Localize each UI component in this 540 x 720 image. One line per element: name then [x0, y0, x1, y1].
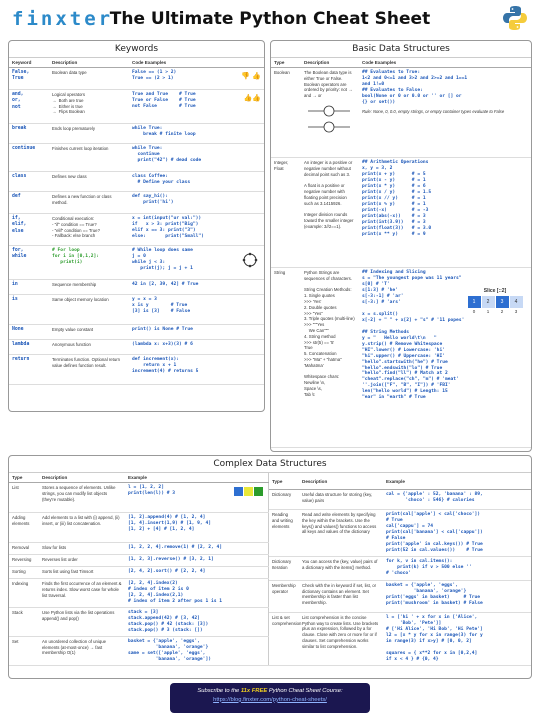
table-row [9, 555, 269, 567]
slice-cell: 4 [510, 296, 523, 308]
list-item-block [254, 487, 263, 496]
banner-link[interactable]: https://blog.finxter.com/python-cheat-sheets/ [213, 696, 327, 703]
col-header: Example [125, 473, 269, 483]
type-cell: Sorting [9, 567, 39, 579]
code-cell: l = [1, 2, 2] print(len(l)) # 3 [128, 485, 176, 496]
type-cell: Dictionary Iteration [269, 556, 299, 580]
page-title: The Ultimate Python Cheat Sheet [109, 9, 431, 29]
col-header: Code Examples [359, 58, 531, 68]
keyword-cell: for, while [9, 246, 49, 280]
description-cell: Defines new class [49, 172, 129, 192]
table-row [271, 68, 531, 158]
boolean-rule-note: Rule: None, 0, 0.0, empty strings, or empty container types evaluate to False [362, 108, 505, 114]
keyword-cell: None [9, 325, 49, 340]
code-cell: [2, 2, 4].index(2) # index of item 2 is 0 [2, 2, 4].index(2,1) # index of item 2 after pos 1 is 1 [128, 581, 223, 604]
description-cell: Use Python lists via the list operations append() and pop() [39, 607, 125, 636]
description-cell: Stores a sequence of elements. Unlike strings, you can modify list objects (they're mutable). [39, 483, 125, 513]
type-cell: Set [9, 636, 39, 665]
type-cell: String [271, 268, 301, 448]
keyword-cell: lambda [9, 340, 49, 355]
table-row [9, 192, 264, 214]
table-row [9, 246, 264, 280]
slice-index: 1 [486, 308, 490, 314]
table-row [9, 214, 264, 246]
table-row [9, 513, 269, 543]
thumbs-up-icon: 👍👍 [243, 95, 261, 102]
code-cell: (lambda x: x+3)(3) # 6 [132, 342, 193, 347]
boolean-diagram [304, 101, 354, 135]
finxter-logo: finxter [12, 8, 114, 30]
description-cell: Sorts list using fast Timsort [39, 567, 125, 579]
code-cell: stack = [3] stack.append(42) # [3, 42] stack.pop() # 42 (stack: [3]) stack.pop() # 3 (stack: []) [128, 609, 209, 633]
table-row [9, 607, 269, 636]
complex-left-table [9, 473, 269, 666]
slice-cell: 3 [496, 296, 509, 308]
table-row [269, 510, 531, 557]
keyword-cell: class [9, 172, 49, 192]
keyword-cell: if, elif, else [9, 214, 49, 246]
slice-diagram [465, 288, 525, 315]
table-row [9, 295, 264, 325]
code-cell: def increment(x): return x + 1 increment(4) # returns 5 [132, 357, 199, 374]
keywords-title: Keywords [9, 41, 264, 58]
code-cell: l = ['hi ' + x for x in ['Alice', 'Bob', 'Pete']] # ['Hi Alice', 'Hi Bob', 'Hi Pete'] l2 = [x * y for x in range(3) for y in range(3) if x>y] # [0, 0, 2] squares = { x**2 for x in [0,2,4] if x < 4 } # {0, 4} [386, 614, 483, 662]
slice-index: 2 [500, 308, 504, 314]
code-cell: 42 in [2, 39, 42] # True [132, 282, 199, 287]
type-cell: Membership operator [269, 580, 299, 612]
description-cell: Reverses list order [39, 555, 125, 567]
code-cell: basket = {'apple', 'eggs', 'banana', 'orange'} same = set(['apple', 'eggs', 'banana', 'orange']) [128, 638, 211, 662]
description-cell: Anonymous function [49, 340, 129, 355]
table-row [9, 483, 269, 513]
description-cell: Terminates function. Optional return value defines function result. [49, 355, 129, 385]
keyword-cell: continue [9, 144, 49, 172]
keyword-cell: False, True [9, 68, 49, 90]
table-row [9, 325, 264, 340]
description-cell: List comprehension is the concise Python way to create lists. Use brackets plus an expression, followed by a for clause. Close with zero or more for or if clauses. Set comprehension works similar to list comprehension. [299, 612, 383, 665]
table-row [9, 172, 264, 192]
complex-title: Complex Data Structures [9, 456, 531, 473]
table-row [9, 579, 269, 608]
keyword-cell: is [9, 295, 49, 325]
code-cell: [2, 4, 2].sort() # [2, 2, 4] [128, 569, 206, 574]
code-cell: [1, 2, 2, 4].remove(1) # [2, 2, 4] [128, 545, 223, 550]
python-logo-icon [502, 5, 528, 31]
header [0, 0, 540, 40]
type-cell: Reading and writing elements [269, 510, 299, 557]
code-cell: while True: break # finite loop [132, 126, 196, 137]
code-cell: def say_hi(): print('hi') [132, 194, 174, 205]
description-cell: Logical operators → Both are true → Either is true → Flips Boolean [49, 90, 129, 124]
type-cell: Adding elements [9, 513, 39, 543]
description-cell: Same object memory location [49, 295, 129, 325]
loop-cycle-icon [242, 252, 258, 268]
table-row [9, 567, 269, 579]
description-cell: Add elements to a list with (i) append, (ii) insert, or (iii) list concatenation. [39, 513, 125, 543]
code-cell: ## Indexing and Slicing s = "The youngest pope was 11 years" s[0] # 'T' s[1:3] # 'he' s[-3:-1] # 'ar' s[-3:] # 'ars' x = s.split() x[-2] + " " + x[2] + "s" # '11 popes' ## String Methods y = " Hello world\t\n " y.strip() # Remove Whitespace "HI".lower() # Lowercase: 'hi' "hi".upper() # Uppercase: 'HI' "hello".startswith("he") # True "hello".endswith("lo") # True "hello".find("ll") # Match at 2 "cheat".replace("ch", "m") # 'meat' ''.join(["F", "B", "I"]) # 'FBI' len("hello world") # Length: 15 "ear" in "earth" # True [362, 270, 465, 401]
complex-data-structures-section [8, 455, 532, 679]
type-cell: Boolean [271, 68, 301, 158]
code-cell: for k, v in cal.items(): print(k) if v > 500 else '' # 'choco' [386, 558, 472, 576]
table-row [271, 158, 531, 268]
code-cell: print() is None # True [132, 327, 193, 332]
list-item-block [244, 487, 253, 496]
description-cell: Finishes current loop iteration [49, 144, 129, 172]
description-cell: You can access the (key, value) pairs of a dictionary with the items() method. [299, 556, 383, 580]
keyword-cell: return [9, 355, 49, 385]
subscribe-banner[interactable] [170, 683, 370, 713]
complex-right-table [269, 473, 531, 666]
basic-table [271, 58, 531, 448]
col-header: Description [301, 58, 359, 68]
thumbs-down-icon: 👎 [241, 73, 250, 80]
for-loop-code: # For loop for i in [0,1,2]: print(i) [52, 248, 100, 265]
while-loop-code: # While loop does same j = 0 while j < 3: print(j); j = j + 1 [132, 248, 193, 271]
description-cell: Defines a new function or class method. [49, 192, 129, 214]
col-header: Keyword [9, 58, 49, 68]
description-cell: Check with the in keyword if set, list, or dictionary contains an element. Set membership is faster than list membership. [299, 580, 383, 612]
keyword-cell: in [9, 280, 49, 295]
col-header: Description [39, 473, 125, 483]
code-cell: [1, 2].append(4) # [1, 2, 4] [1, 4].insert(1,9) # [1, 9, 4] [1, 2] + [4] # [1, 2, 4] [128, 515, 211, 532]
type-cell: Stack [9, 607, 39, 636]
table-row [9, 90, 264, 124]
slice-index: 3 [514, 308, 518, 314]
type-cell: Integer, Float [271, 158, 301, 268]
thumbs-up-icon: 👍 [252, 73, 261, 80]
keyword-cell: break [9, 124, 49, 144]
col-header: Type [271, 58, 301, 68]
code-cell: False == (1 > 2) True == (2 > 1) [132, 70, 177, 81]
table-row [9, 636, 269, 665]
col-header: Example [383, 473, 531, 490]
type-cell: Indexing [9, 579, 39, 608]
type-cell: Dictionary [269, 490, 299, 510]
code-cell: [1, 2, 3].reverse() # [3, 2, 1] [128, 557, 214, 562]
table-row [9, 340, 264, 355]
code-cell: y = x = 3 x is y # True [3] is [3] # False [132, 297, 191, 314]
list-item-block [234, 487, 243, 496]
code-cell: ## Arithmetic Operations x, y = 3, 2 print(x + y) # = 5 print(x - y) # = 1 print(x * y) # = 6 print(x / y) # = 1.5 print(x // y) # = 1 print(x % y) # = 1 print(-x) # = -3 print(abs(-x)) # = 3 print(int(3.9)) # = 3 print(float(3)) # = 3.0 print(x ** y) # = 9 [362, 160, 432, 237]
table-row [9, 280, 264, 295]
basic-title: Basic Data Structures [271, 41, 531, 58]
slice-cell: 2 [482, 296, 495, 308]
table-row [271, 268, 531, 448]
slice-index: 0 [472, 308, 476, 314]
table-row [269, 556, 531, 580]
description-cell: Conditional execution: - "if" condition == True? - "elif" condition == True? - Fallback: else branch [49, 214, 129, 246]
code-cell: print(cal['apple'] < cal['choco']) # True cal['cappu'] = 74 print(cal['banana'] < cal['cappu']) # False print('apple' in cal.keys()) # True print(52 in cal.values()) # True [386, 512, 483, 553]
description-cell: Sequence membership [49, 280, 129, 295]
banner-text: Subscribe to the 11x FREE Python Cheat Sheet Course: [197, 688, 343, 694]
description-cell: Useful data structure for storing (key, value) pairs [299, 490, 383, 510]
col-header: Description [49, 58, 129, 68]
description-cell: An integer is a positive or negative number without decimal point such as 3. A float is a positive or negative number with floating point precision such as 3.1415926. Integer division rounds toward the smaller integer (example: 3//2==1). [301, 158, 359, 268]
code-cell: basket = {'apple', 'eggs', 'banana', 'orange'} print('eggs' in basket) # True print('mushroom' in basket) # False [386, 582, 483, 606]
slice-label: Slice [::2] [483, 288, 507, 294]
keywords-section [8, 40, 265, 412]
description-cell: An unordered collection of unique elements (at-most-once) → fast membership O(1) [39, 636, 125, 665]
code-cell: True and True # True True or False # True not False # True [132, 92, 196, 109]
basic-data-structures-section [270, 40, 532, 452]
type-cell: List & set comprehension [269, 612, 299, 665]
table-row [9, 124, 264, 144]
table-row [269, 580, 531, 612]
description-cell: Empty value constant [49, 325, 129, 340]
table-row [269, 612, 531, 665]
code-cell: class Coffee: # Define your class [132, 174, 191, 185]
description-cell: Finds the first occurrence of an element & returns index. Slow worst case for whole list traversal. [39, 579, 125, 608]
col-header: Code Examples [129, 58, 264, 68]
code-cell: while True: continue print("42") # dead code [132, 146, 202, 163]
code-cell: x = int(input("ur val:")) if x > 3: print("Big") elif x == 3: print("3") else: print("Small") [132, 216, 204, 239]
slice-cell: 1 [468, 296, 481, 308]
description-cell: The Boolean data type is either True or False. Boolean operators are ordered by priority: not → and → or [304, 70, 353, 99]
keywords-table [9, 58, 264, 385]
table-row [9, 355, 264, 385]
table-row [9, 543, 269, 555]
type-cell: Reversing [9, 555, 39, 567]
type-cell: List [9, 483, 39, 513]
description-cell: Ends loop prematurely [49, 124, 129, 144]
code-cell: ## Evaluates to True: 1<2 and 0<=1 and 3>2 and 2>=2 and 1==1 and 1!=0 ## Evaluates to False: bool(None or 0 or 0.0 or '' or [] or {} or set()) [362, 70, 468, 105]
table-row [9, 144, 264, 172]
col-header: Type [9, 473, 39, 483]
col-header: Description [299, 473, 383, 490]
table-row [9, 68, 264, 90]
description-cell: Read and write elements by specifying the key within the brackets. Use the keys() and values() functions to access all keys and values of the dictionary [299, 510, 383, 557]
keyword-cell: def [9, 192, 49, 214]
type-cell: Removal [9, 543, 39, 555]
description-cell: Python Strings are sequences of characters. String Creation Methods: 1. Single quotes >>> 'Yes' 2. Double quotes >>> "Yes" 3. Triple quotes (multi-line) >>> """Yes We Can""" 4. String method >>> str(5) == '5' True 5. Concatenation >>> "Ma" + "hatma" 'Mahatma' Whitespace chars: Newline \n, Space \s, Tab \t [301, 268, 359, 448]
keyword-cell: and, or, not [9, 90, 49, 124]
description-cell: Slow for lists [39, 543, 125, 555]
list-illustration [234, 487, 264, 498]
table-row [269, 490, 531, 510]
col-header: Type [269, 473, 299, 490]
code-cell: cal = {'apple' : 52, 'banana' : 89, 'choco' : 546} # calories [386, 492, 483, 504]
description-cell: Boolean data type [49, 68, 129, 90]
